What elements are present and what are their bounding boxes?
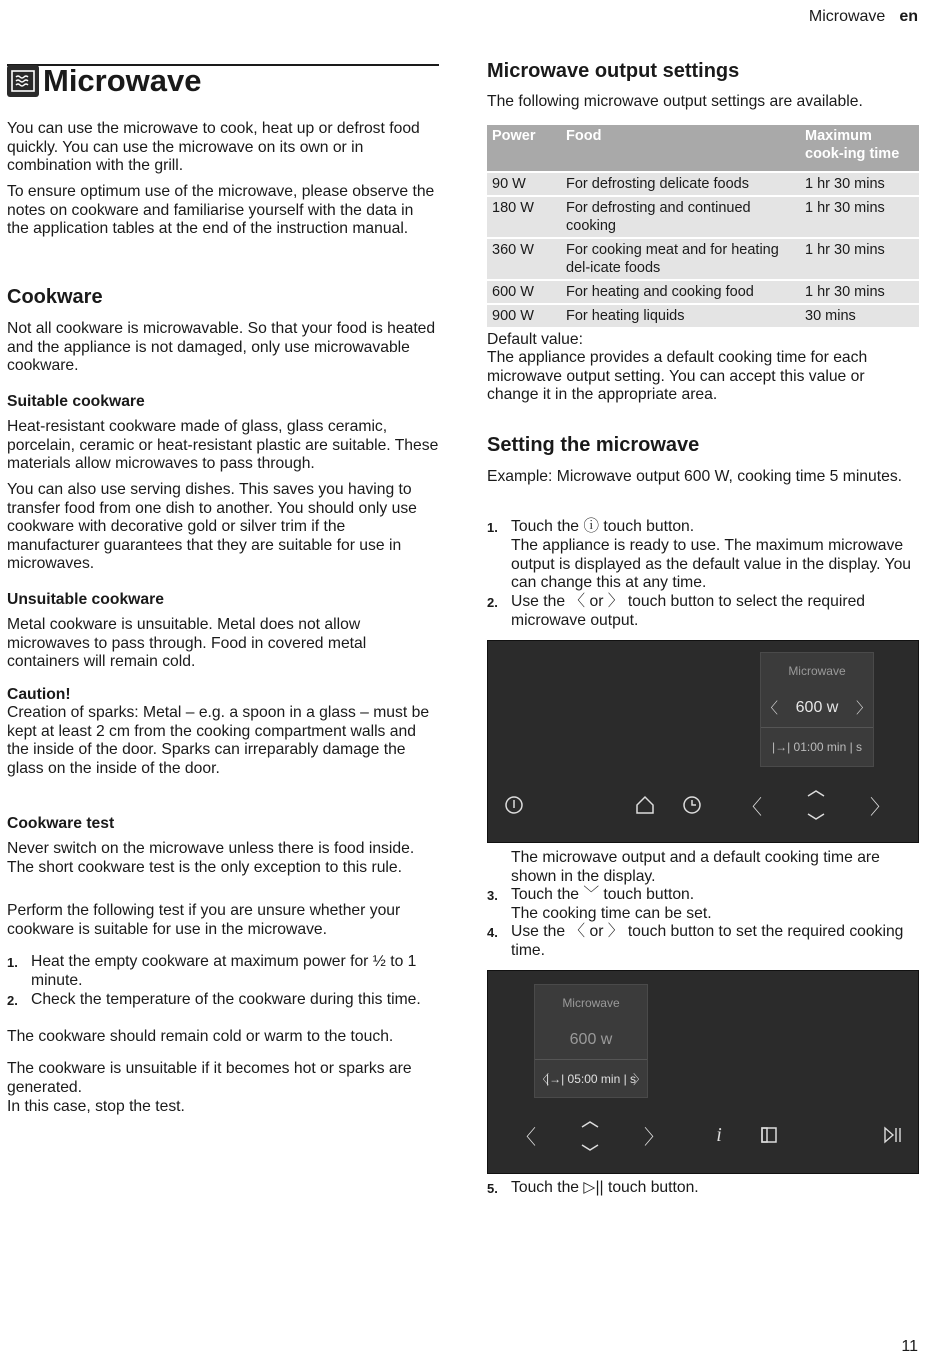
table-cell: 360 W xyxy=(487,238,561,280)
panel-display xyxy=(760,652,874,767)
table-cell: 90 W xyxy=(487,172,561,196)
header-lang: en xyxy=(899,8,918,25)
step-text: Use the 〈 or 〉 touch button to select the required microwave output. xyxy=(511,593,866,629)
display-time: |→| 01:00 min | s xyxy=(771,740,863,754)
unsuitable-heading: Unsuitable cookware xyxy=(7,591,164,608)
chevron-right-icon[interactable]: 〉 xyxy=(632,1072,646,1087)
cookware-heading: Cookware xyxy=(7,286,103,308)
output-heading: Microwave output settings xyxy=(487,60,740,82)
table-cell: 1 hr 30 mins xyxy=(800,172,919,196)
setting-step-5 xyxy=(487,1179,919,1198)
setting-heading: Setting the microwave xyxy=(487,434,700,456)
table-row xyxy=(487,172,919,196)
start-pause-icon[interactable] xyxy=(880,1122,906,1148)
chevron-up-icon[interactable] xyxy=(803,780,829,806)
step-number: 5. xyxy=(487,1181,498,1196)
chevron-left-icon[interactable]: 〈 xyxy=(742,796,762,819)
table-cell: For defrosting delicate foods xyxy=(561,172,800,196)
setting-step-4 xyxy=(487,923,919,960)
door-icon[interactable] xyxy=(756,1122,782,1148)
step-number: 1. xyxy=(7,955,18,970)
page-header xyxy=(809,8,918,26)
step-text: Use the 〈 or 〉 touch button to set the required cooking time. xyxy=(511,923,904,959)
table-row xyxy=(487,238,919,280)
power-icon[interactable] xyxy=(501,792,527,818)
table-cell: For defrosting and continued cooking xyxy=(561,196,800,238)
page-title: Microwave xyxy=(43,63,202,98)
step-3-result: The cooking time can be set. xyxy=(511,905,712,922)
chevron-left-icon[interactable]: 〈 xyxy=(516,1126,536,1149)
clock-icon[interactable] xyxy=(679,792,705,818)
test-stop: In this case, stop the test. xyxy=(7,1098,185,1115)
default-label: Default value: xyxy=(487,331,583,348)
suitable-paragraph-1: Heat-resistant cookware made of glass, glass ceramic, porcelain, ceramic or heat-resistant plastic are suitable. These materials allow microwaves to pass through. xyxy=(7,418,439,472)
setting-step-2 xyxy=(487,593,919,630)
panel-1-result: The microwave output and a default cooking time are shown in the display. xyxy=(511,849,880,885)
setting-step-3 xyxy=(487,886,919,905)
table-cell: 900 W xyxy=(487,304,561,327)
table-header-cell: Power xyxy=(487,125,561,172)
intro-paragraph-2: To ensure optimum use of the microwave, please observe the notes on cookware and familiarise yourself with the data in the application tables at the end of the instruction manual. xyxy=(7,183,435,237)
chevron-down-icon[interactable] xyxy=(803,804,829,830)
test-unsuitable: The cookware is unsuitable if it becomes hot or sparks are generated. xyxy=(7,1060,412,1096)
table-row xyxy=(487,280,919,304)
caution-paragraph: Creation of sparks: Metal – e.g. a spoon in a glass – must be kept at least 2 cm from the cooking compartment walls and the inside of the door. Sparks can irreparably damage the glass on the inside of the door. xyxy=(7,704,430,777)
step-text: Touch the ⓘ touch button. xyxy=(511,518,695,535)
suitable-heading: Suitable cookware xyxy=(7,393,145,410)
panel-display xyxy=(534,984,648,1098)
chevron-down-icon[interactable] xyxy=(577,1135,603,1161)
home-icon[interactable] xyxy=(632,792,658,818)
table-cell: For heating liquids xyxy=(561,304,800,327)
step-number: 1. xyxy=(487,520,498,535)
table-row xyxy=(487,196,919,238)
table-cell: 1 hr 30 mins xyxy=(800,280,919,304)
chevron-left-icon[interactable]: 〈 xyxy=(763,700,779,717)
section-title xyxy=(7,63,202,99)
control-panel-1 xyxy=(487,640,919,843)
table-header-cell: Maximum cook-ing time xyxy=(800,125,919,172)
test-result: The cookware should remain cold or warm to the touch. xyxy=(7,1028,394,1045)
display-label: Microwave xyxy=(562,996,620,1010)
step-1-result: The appliance is ready to use. The maximum microwave output is displayed as the default value in the display. You can change this at any time. xyxy=(511,537,912,591)
chevron-right-icon[interactable]: 〉 xyxy=(855,700,871,717)
caution-heading: Caution! xyxy=(7,686,71,703)
table-cell: 1 hr 30 mins xyxy=(800,238,919,280)
control-panel-2 xyxy=(487,970,919,1174)
display-power: 600 w xyxy=(569,1031,613,1048)
chevron-left-icon[interactable]: 〈 xyxy=(536,1072,550,1087)
chevron-right-icon[interactable]: 〉 xyxy=(644,1126,664,1149)
test-step-2 xyxy=(7,991,439,1010)
display-divider xyxy=(761,727,873,728)
step-text: Check the temperature of the cookware during this time. xyxy=(31,991,421,1008)
intro-paragraph-1: You can use the microwave to cook, heat up or defrost food quickly. You can use the microwave on its own or in combination with the grill. xyxy=(7,120,420,174)
table-cell: 1 hr 30 mins xyxy=(800,196,919,238)
step-number: 2. xyxy=(7,993,18,1008)
table-cell: 180 W xyxy=(487,196,561,238)
test-paragraph-2: Perform the following test if you are unsure whether your cookware is suitable for use in the microwave. xyxy=(7,902,401,938)
output-table xyxy=(487,125,919,327)
table-cell: 30 mins xyxy=(800,304,919,327)
step-text: Heat the empty cookware at maximum power for ½ to 1 minute. xyxy=(31,953,417,989)
unsuitable-paragraph: Metal cookware is unsuitable. Metal does not allow microwaves to pass through. Food in covered metal containers will remain cold. xyxy=(7,616,367,670)
step-text: Touch the ▷|| touch button. xyxy=(511,1179,699,1196)
display-power: 600 w xyxy=(795,699,839,716)
chevron-right-icon[interactable]: 〉 xyxy=(870,796,890,819)
setting-step-1 xyxy=(487,518,919,537)
step-text: Touch the ﹀ touch button. xyxy=(511,886,695,903)
test-step-1 xyxy=(7,953,439,990)
setting-example: Example: Microwave output 600 W, cooking time 5 minutes. xyxy=(487,468,903,485)
output-intro: The following microwave output settings are available. xyxy=(487,93,863,110)
test-paragraph-1: Never switch on the microwave unless there is food inside. The short cookware test is the only exception to this rule. xyxy=(7,840,415,876)
step-number: 4. xyxy=(487,925,498,940)
page-number: 11 xyxy=(901,1338,918,1355)
cookware-test-heading: Cookware test xyxy=(7,815,115,832)
table-cell: 600 W xyxy=(487,280,561,304)
step-number: 3. xyxy=(487,888,498,903)
cookware-paragraph: Not all cookware is microwavable. So that your food is heated and the appliance is not damaged, only use microwavable cookware. xyxy=(7,320,436,374)
suitable-paragraph-2: You can also use serving dishes. This saves you having to transfer food from one dish to another. You should only use cookware with decorative gold or silver trim if the manufacturer guarantees that they are suitable for use in microwaves. xyxy=(7,481,417,572)
chevron-up-icon[interactable] xyxy=(577,1111,603,1137)
table-cell: For cooking meat and for heating del-icate foods xyxy=(561,238,800,280)
microwave-icon xyxy=(7,65,39,97)
display-divider xyxy=(535,1059,647,1060)
default-text: The appliance provides a default cooking time for each microwave output setting. You can accept this value or change it in the appropriate area. xyxy=(487,349,868,403)
info-icon[interactable]: i xyxy=(716,1123,722,1146)
step-number: 2. xyxy=(487,595,498,610)
display-label: Microwave xyxy=(788,664,846,678)
table-row xyxy=(487,304,919,327)
table-header-row xyxy=(487,125,919,172)
table-cell: For heating and cooking food xyxy=(561,280,800,304)
display-time: |→| 05:00 min | s xyxy=(545,1072,637,1086)
header-section: Microwave xyxy=(808,8,886,25)
table-header-cell: Food xyxy=(561,125,800,172)
